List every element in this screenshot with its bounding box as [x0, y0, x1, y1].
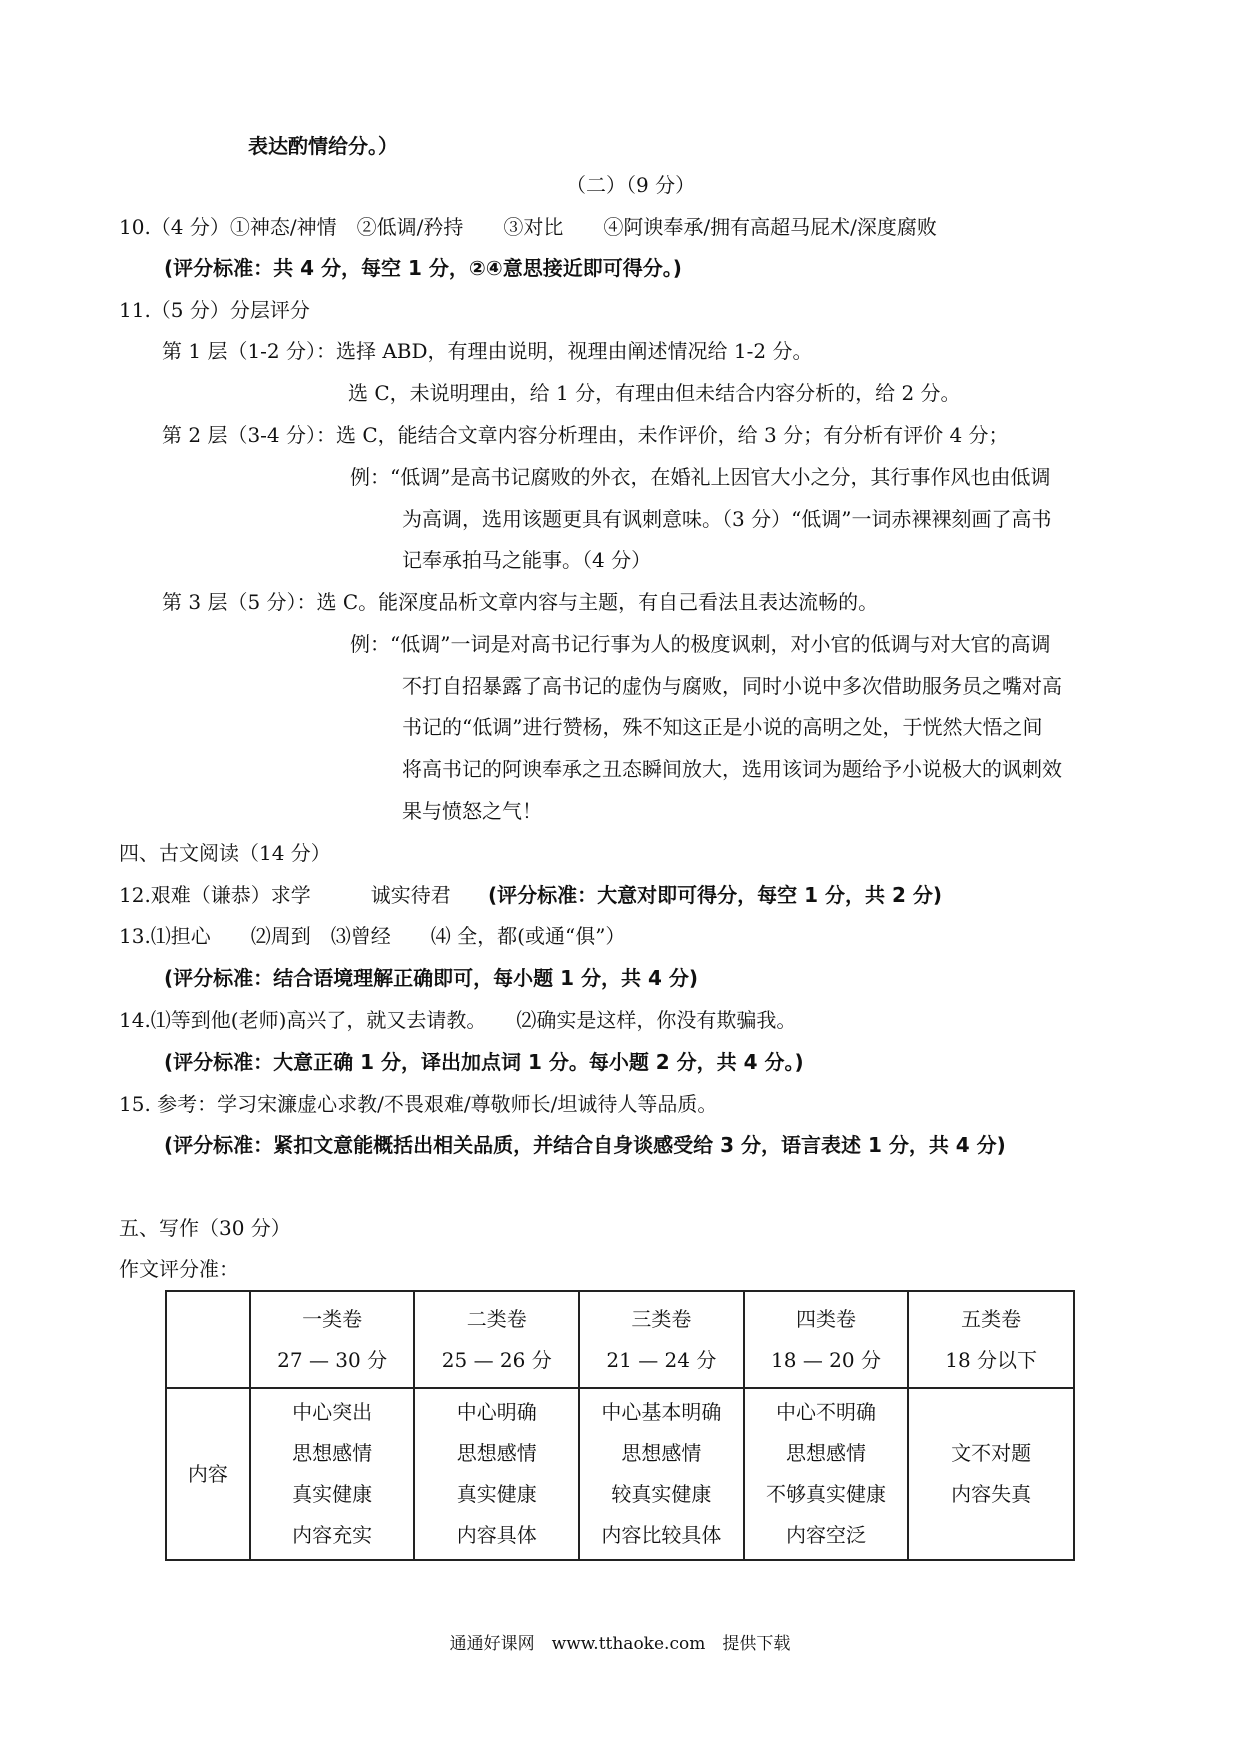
scoring-note: (评分标准：紧扣文意能概括出相关品质，并结合自身谈感受给 3 分，语言表述 1 分，共 4 分)	[164, 1133, 1006, 1157]
text-line: 果与愤怒之气！	[402, 799, 542, 823]
scoring-note: (评分标准：大意对即可得分，每空 1 分，共 2 分)	[488, 883, 942, 907]
scoring-note: (评分标准：大意正确 1 分，译出加点词 1 分。每小题 2 分，共 4 分。)	[164, 1050, 804, 1074]
text-line: 将高书记的阿谀奉承之丑态瞬间放大，选用该词为题给予小说极大的讽刺效	[402, 757, 1062, 781]
text-line: 记奉承拍马之能事。（4 分）	[402, 548, 652, 572]
content-cell-3: 中心基本明确 思想感情 较真实健康 内容比较具体	[579, 1388, 744, 1560]
grade-header-4: 四类卷 18 — 20 分	[744, 1291, 909, 1388]
content-cell-4: 中心不明确 思想感情 不够真实健康 内容空泛	[744, 1388, 909, 1560]
answer-11: 11.（5 分）分层评分	[119, 298, 310, 322]
table-corner-cell	[166, 1291, 250, 1388]
text-line: 例：“低调”是高书记腐败的外衣，在婚礼上因官大小之分，其行事作风也由低调	[350, 465, 1051, 489]
section-heading: （二）（9 分）	[566, 173, 696, 197]
text-line: 为高调，选用该题更具有讽刺意味。（3 分）“低调”一词赤裸裸刻画了高书	[402, 507, 1052, 531]
section-heading: 四、古文阅读（14 分）	[119, 841, 331, 865]
page-footer: 通通好课网 www.tthaoke.com 提供下载	[449, 1634, 791, 1654]
answer-14: 14.⑴等到他(老师)高兴了，就又去请教。 ⑵确实是这样，你没有欺骗我。	[119, 1008, 797, 1032]
content-cell-2: 中心明确 思想感情 真实健康 内容具体	[414, 1388, 579, 1560]
text-line: 不打自招暴露了高书记的虚伪与腐败，同时小说中多次借助服务员之嘴对高	[402, 674, 1062, 698]
text-line: 例：“低调”一词是对高书记行事为人的极度讽刺，对小官的低调与对大官的高调	[350, 632, 1051, 656]
grade-header-1: 一类卷 27 — 30 分	[250, 1291, 415, 1388]
text-line: 选 C，未说明理由，给 1 分，有理由但未结合内容分析的，给 2 分。	[348, 381, 961, 405]
text-line: 表达酌情给分。）	[248, 134, 398, 158]
scoring-note: (评分标准：结合语境理解正确即可，每小题 1 分，共 4 分)	[164, 966, 698, 990]
content-cell-1: 中心突出 思想感情 真实健康 内容充实	[250, 1388, 415, 1560]
scoring-note: (评分标准：共 4 分，每空 1 分，②④意思接近即可得分。)	[164, 256, 682, 280]
grade-header-2: 二类卷 25 — 26 分	[414, 1291, 579, 1388]
text-line: 书记的“低调”进行赞杨，殊不知这正是小说的高明之处，于恍然大悟之间	[402, 715, 1043, 739]
table-row	[166, 1388, 1074, 1560]
answer-10: 10.（4 分）①神态/神情 ②低调/矜持 ③对比 ④阿谀奉承/拥有高超马屁术/深度腐败	[119, 215, 937, 239]
text-line: 第 2 层（3-4 分）：选 C，能结合文章内容分析理由，未作评价，给 3 分；有分析有评价 4 分；	[162, 423, 1009, 447]
content-cell-5: 文不对题 内容失真	[908, 1388, 1074, 1560]
essay-grading-table	[165, 1290, 1075, 1561]
answer-12: 12.艰难（谦恭）求学 诚实待君	[119, 883, 451, 907]
row-label: 内容	[166, 1388, 250, 1560]
answer-15: 15. 参考：学习宋濂虚心求教/不畏艰难/尊敬师长/坦诚待人等品质。	[119, 1092, 718, 1116]
grade-header-3: 三类卷 21 — 24 分	[579, 1291, 744, 1388]
grade-header-5: 五类卷 18 分以下	[908, 1291, 1074, 1388]
text-line: 第 3 层（5 分）：选 C。能深度品析文章内容与主题，有自己看法且表达流畅的。	[162, 590, 879, 614]
table-header-row	[166, 1291, 1074, 1388]
section-heading: 五、写作（30 分）	[119, 1216, 291, 1240]
answer-13: 13.⑴担心 ⑵周到 ⑶曾经 ⑷ 全，都(或通“俱”）	[119, 924, 626, 948]
text-line: 第 1 层（1-2 分）：选择 ABD，有理由说明，视理由阐述情况给 1-2 分。	[162, 339, 813, 363]
text-line: 作文评分准：	[119, 1257, 239, 1281]
